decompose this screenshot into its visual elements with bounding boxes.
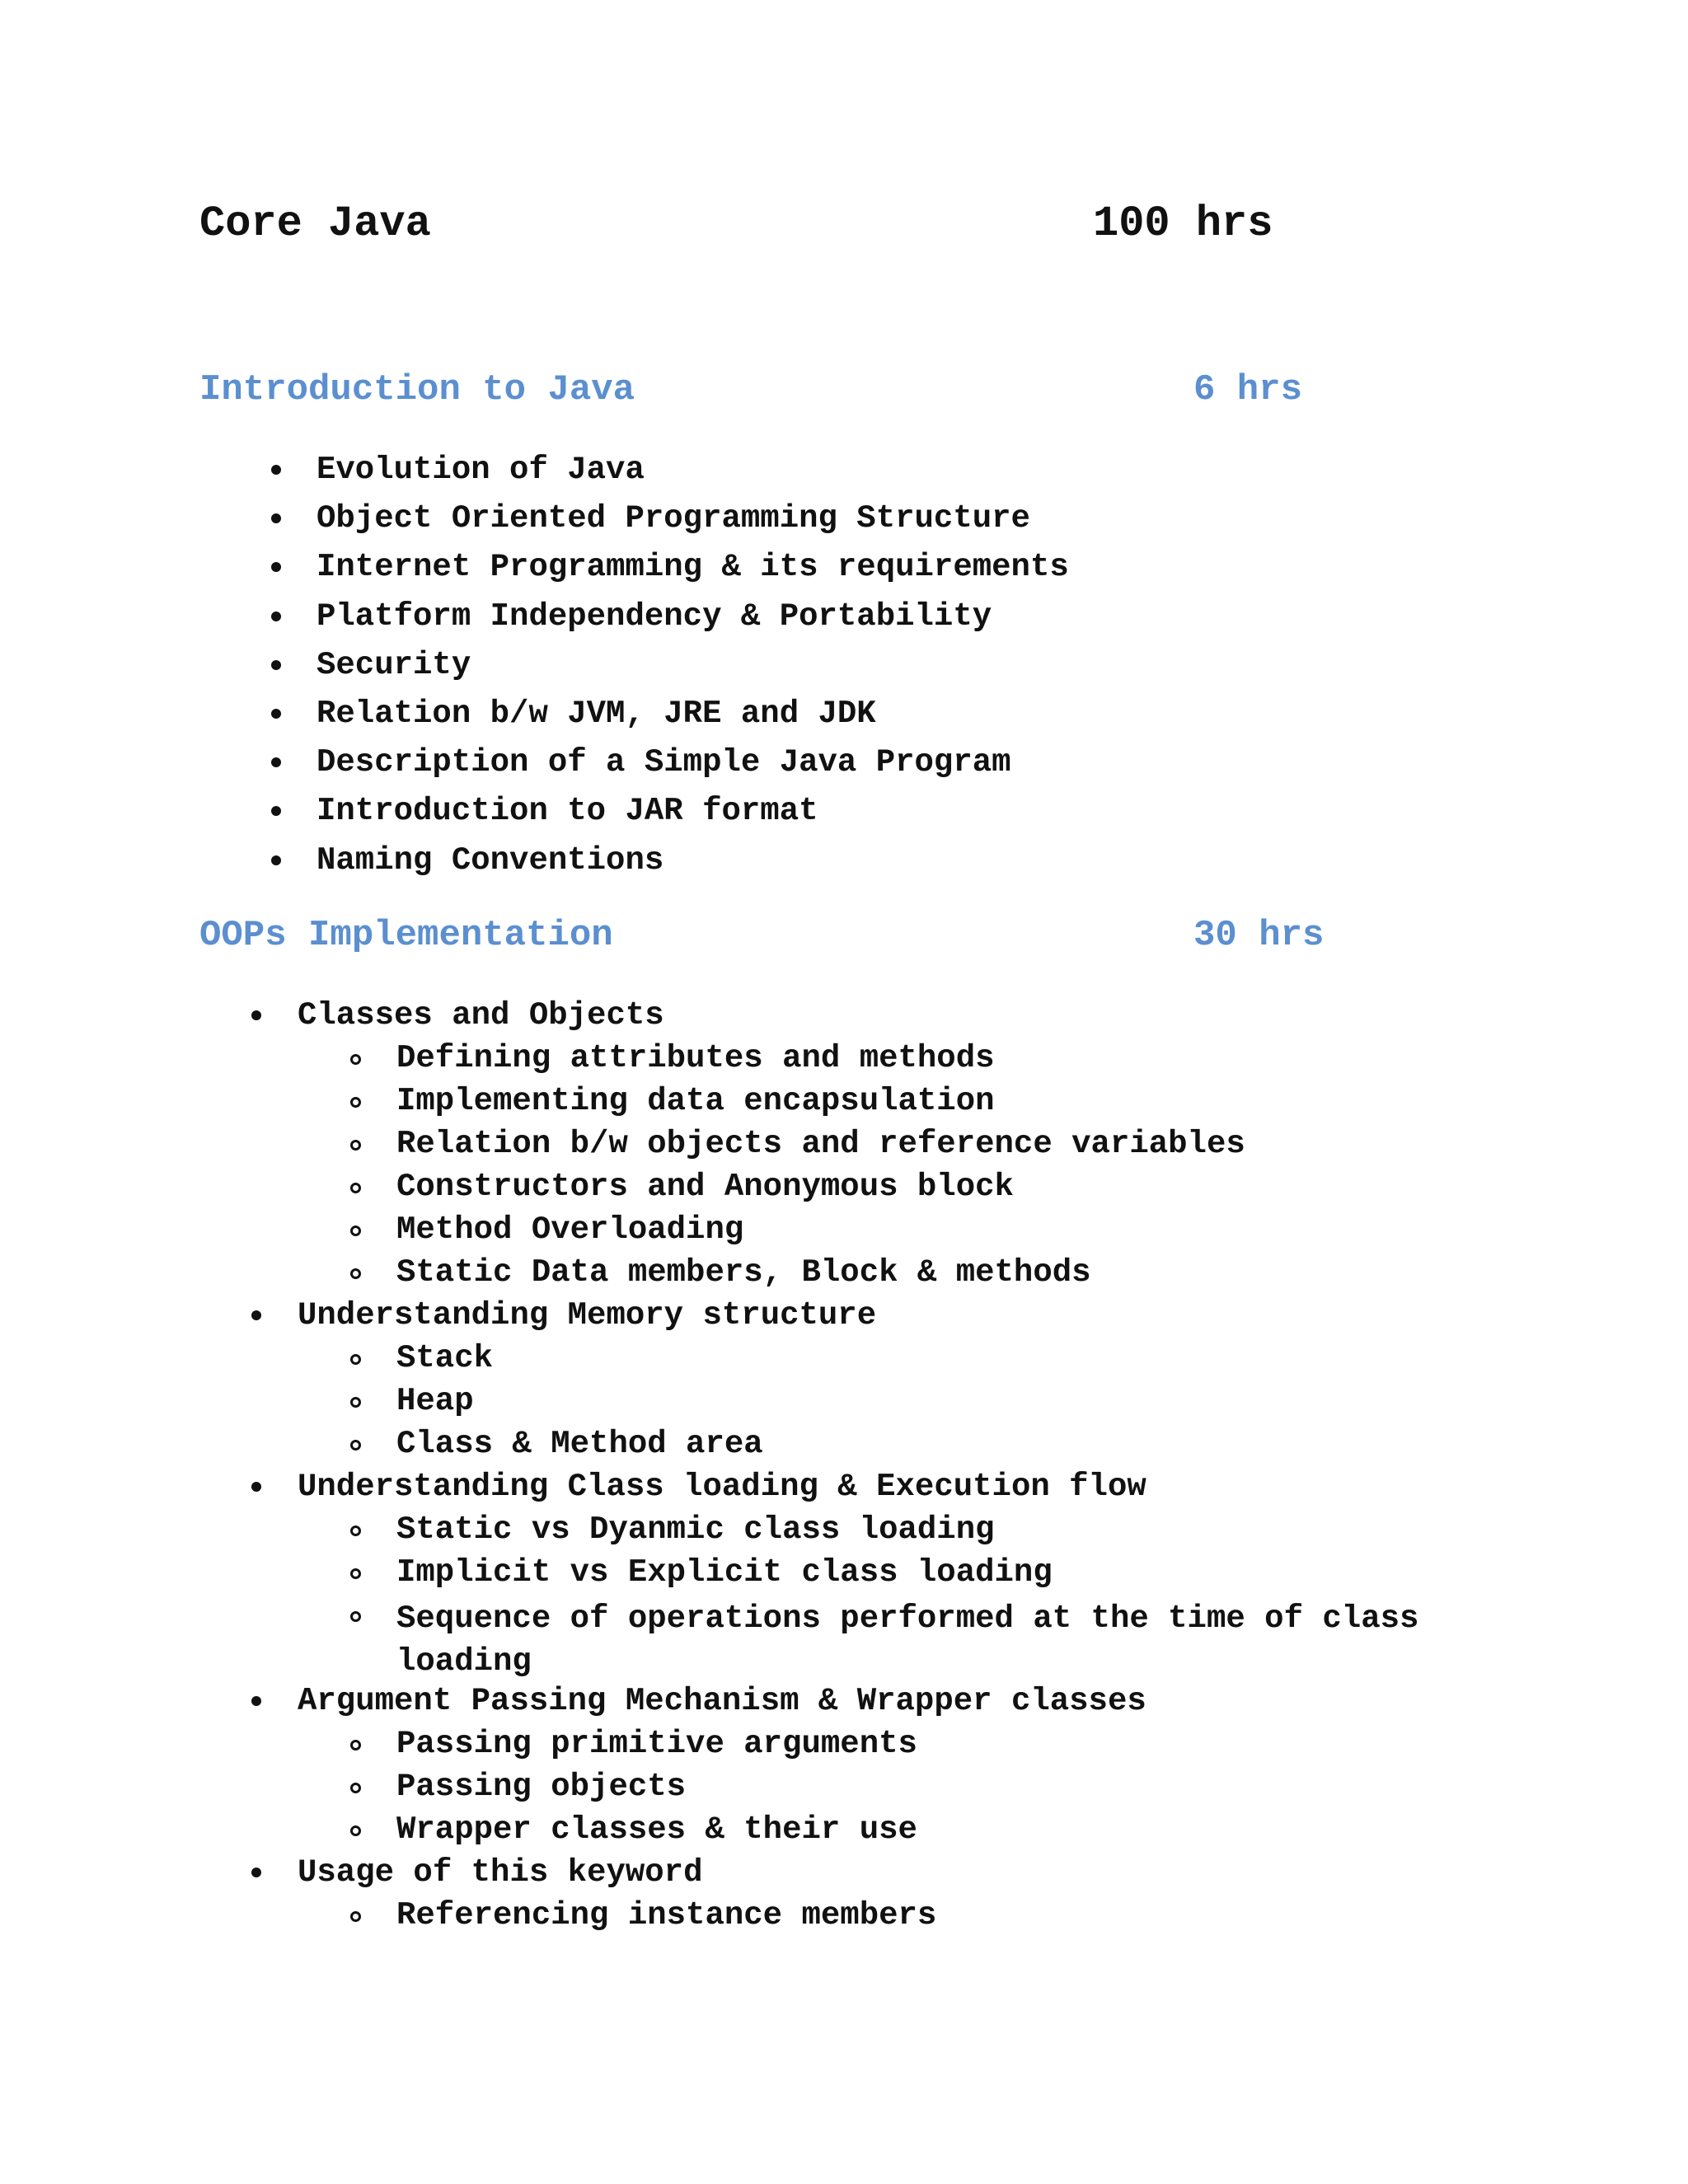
list-item: Naming Conventions [316,842,1069,891]
list-item: Defining attributes and methods [298,1040,1567,1083]
topic-item-memory-structure: Understanding Memory structure Stack Heap Class & Method area [298,1297,1567,1469]
course-title: Core Java [199,199,431,248]
topic-item-this-keyword: Usage of this keyword Referencing instance members [298,1854,1567,1940]
list-item: Relation b/w objects and reference variables [298,1126,1567,1169]
list-item: Method Overloading [298,1212,1567,1254]
list-item: Implicit vs Explicit class loading [298,1554,1567,1597]
list-item: Security [316,647,1069,696]
bullet-icon [271,465,281,475]
topic-item-class-loading: Understanding Class loading & Execution flow Static vs Dyanmic class loading Implicit vs Explicit class loading Sequence of operations performed at the time of class loading [298,1469,1567,1683]
subtopic-list [298,1726,1567,1854]
list-item: Passing primitive arguments [298,1726,1567,1769]
circle-bullet-icon [350,1783,361,1793]
circle-bullet-icon [350,1911,361,1922]
circle-bullet-icon [350,1354,361,1365]
list-item: Stack [298,1340,1567,1383]
section-hours: 6 hrs [1193,369,1303,410]
list-item: Static Data members, Block & methods [298,1254,1567,1297]
list-item: Platform Independency & Portability [316,598,1069,647]
section-title: Introduction to Java [199,369,635,410]
bullet-icon [271,806,281,816]
section-heading-oops [199,915,1436,964]
list-item: Implementing data encapsulation [298,1083,1567,1126]
list-item: Evolution of Java [316,452,1069,500]
bullet-icon [251,1010,261,1020]
circle-bullet-icon [350,1183,361,1193]
bullet-icon [251,1868,261,1877]
circle-bullet-icon [350,1054,361,1065]
bullet-icon [271,513,281,523]
list-item: Class & Method area [298,1426,1567,1469]
course-total-hours: 100 hrs [1093,199,1273,248]
circle-bullet-icon [350,1440,361,1451]
list-item: Introduction to JAR format [316,793,1069,841]
section-heading-introduction [199,369,1436,419]
list-item: Internet Programming & its requirements [316,549,1069,598]
section-title: OOPs Implementation [199,915,613,956]
subtopic-list [298,1511,1567,1683]
topic-item-argument-passing: Argument Passing Mechanism & Wrapper classes Passing primitive arguments Passing objects Wrapper classes & their use [298,1683,1567,1854]
oops-topic-list [298,997,1567,1940]
circle-bullet-icon [350,1568,361,1579]
bullet-icon [271,612,281,621]
bullet-icon [271,757,281,767]
list-item: Referencing instance members [298,1897,1567,1940]
bullet-icon [271,562,281,572]
list-item: Static vs Dyanmic class loading [298,1511,1567,1554]
circle-bullet-icon [350,1526,361,1536]
circle-bullet-icon [350,1825,361,1836]
list-item: Wrapper classes & their use [298,1811,1567,1854]
bullet-icon [271,709,281,719]
circle-bullet-icon [350,1268,361,1279]
subtopic-list [298,1040,1567,1297]
list-item: Relation b/w JVM, JRE and JDK [316,696,1069,744]
circle-bullet-icon [350,1226,361,1236]
list-item: Object Oriented Programming Structure [316,500,1069,549]
bullet-icon [271,660,281,670]
circle-bullet-icon [350,1611,361,1622]
section-hours: 30 hrs [1193,915,1325,956]
list-item: Sequence of operations performed at the time of class loading [298,1597,1567,1683]
bullet-icon [251,1310,261,1320]
circle-bullet-icon [350,1097,361,1108]
bullet-icon [271,855,281,865]
subtopic-list [298,1340,1567,1469]
subtopic-list [298,1897,1567,1940]
bullet-icon [251,1482,261,1492]
circle-bullet-icon [350,1740,361,1750]
course-title-row [199,199,1353,257]
list-item: Heap [298,1383,1567,1426]
circle-bullet-icon [350,1397,361,1408]
list-item: Description of a Simple Java Program [316,744,1069,793]
bullet-icon [251,1696,261,1706]
list-item: Constructors and Anonymous block [298,1169,1567,1212]
circle-bullet-icon [350,1140,361,1151]
topic-item-classes-objects: Classes and Objects Defining attributes and methods Implementing data encapsulation Relation b/w objects and reference variables Constructors and Anonymous block Method Overloading Static Data members, Block & methods [298,997,1567,1297]
list-item: Passing objects [298,1769,1567,1811]
introduction-topic-list [316,452,1069,891]
